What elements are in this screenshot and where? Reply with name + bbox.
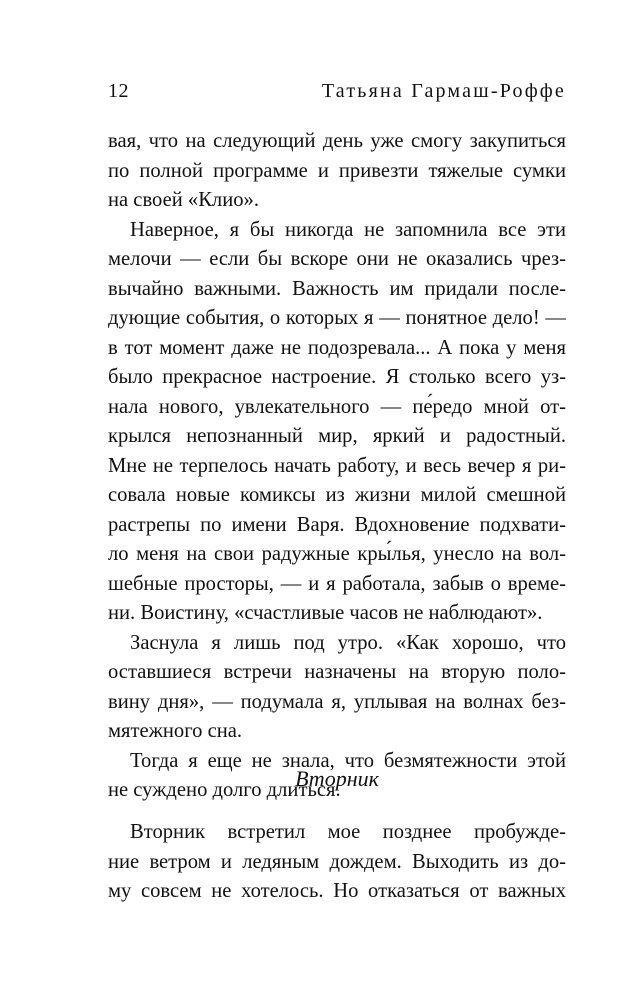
text-line: крылся непознанный мир, яркий и радостный. bbox=[108, 425, 566, 447]
text-line: растрепы по имени Варя. Вдохновение подхвати- bbox=[108, 513, 566, 536]
text-line: ло меня на свои радужные кры́лья, унесло на вол- bbox=[108, 543, 566, 565]
paragraph bbox=[108, 127, 566, 216]
text-line: совала новые комиксы из жизни милой смешной bbox=[108, 484, 566, 506]
text-line: нала нового, увлекательного — пе́редо мной от- bbox=[108, 395, 566, 418]
text-line: по полной программе и привезти тяжелые сумки bbox=[108, 159, 566, 182]
text-line: Тогда я еще не знала, что безмятежности этой bbox=[130, 749, 566, 772]
section-body-text bbox=[108, 818, 566, 907]
paragraph bbox=[108, 216, 566, 629]
text-line: ни. Воистину, «счастливые часов не наблюдают». bbox=[108, 602, 543, 624]
page-number: 12 bbox=[108, 80, 129, 102]
running-head-author: Татьяна Гармаш-Роффе bbox=[321, 80, 566, 102]
paragraph bbox=[108, 629, 566, 747]
page-header bbox=[108, 74, 566, 108]
section-title: Вторник bbox=[295, 766, 379, 791]
text-line: мелочи — если бы вскоре они не оказались чрез- bbox=[108, 248, 566, 270]
text-line: на своей «Клио». bbox=[108, 189, 259, 211]
text-line: дующие события, о которых я — понятное дело! — bbox=[108, 307, 566, 329]
text-line: вычайно важными. Важность им придали после- bbox=[108, 277, 566, 300]
body-text bbox=[108, 127, 566, 806]
text-line: было прекрасное настроение. Я столько всего уз- bbox=[108, 366, 566, 388]
text-line: му совсем не хотелось. Но отказаться от важных bbox=[108, 880, 566, 902]
text-line: Заснула я лишь под утро. «Как хорошо, что bbox=[130, 631, 566, 654]
text-line: в тот момент даже не подозревала... А пока у меня bbox=[108, 336, 566, 359]
text-line: мятежного сна. bbox=[108, 720, 243, 742]
text-line: шебные просторы, — и я работала, забыв о време- bbox=[108, 572, 566, 595]
text-line: ние ветром и ледяным дождем. Выходить из до- bbox=[108, 850, 566, 873]
text-line: Вторник встретил мое позднее пробужде- bbox=[130, 821, 566, 843]
text-line: вая, что на следующий день уже смогу закупиться bbox=[108, 130, 566, 152]
text-line: вину дня», — подумала я, уплывая на волнах без- bbox=[108, 690, 566, 713]
text-line: Наверное, я бы никогда не запомнила все эти bbox=[130, 218, 566, 241]
text-line: оставшиеся встречи назначены на вторую поло- bbox=[108, 661, 566, 683]
text-line: не суждено долго длиться. bbox=[108, 779, 341, 801]
text-line: Мне не терпелось начать работу, и весь вечер я ри- bbox=[108, 454, 566, 477]
